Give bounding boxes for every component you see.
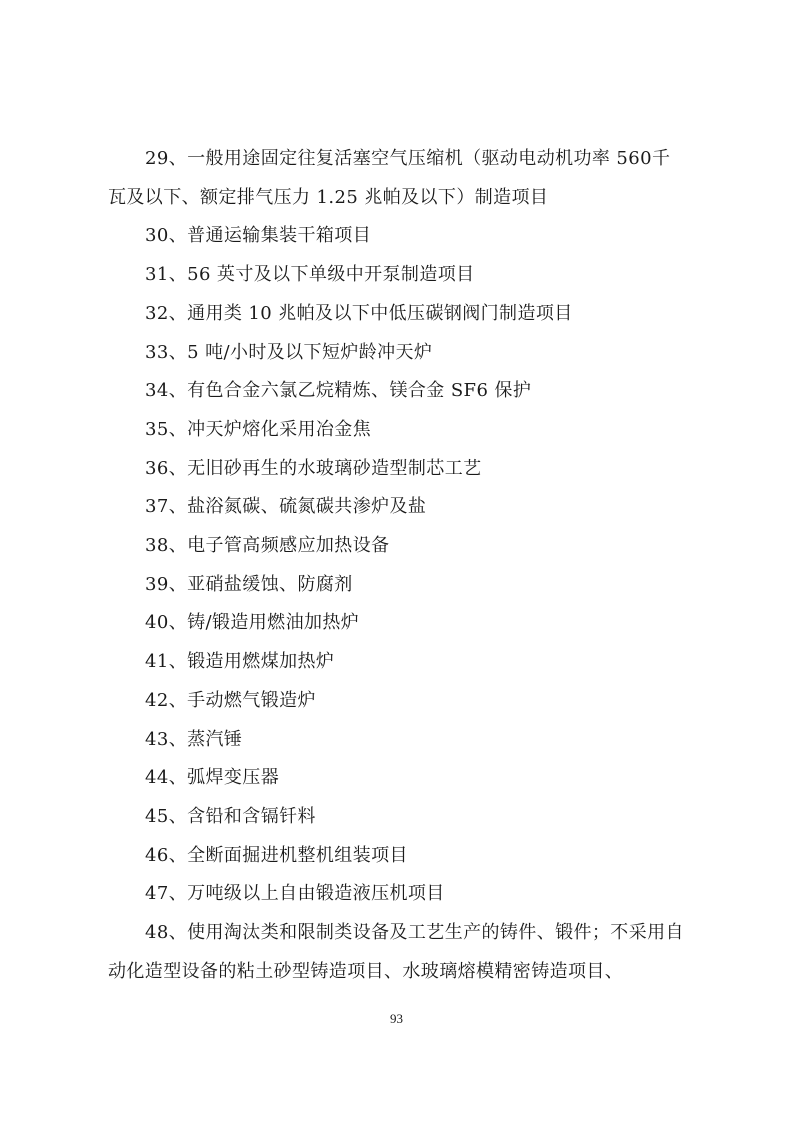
list-item: 38、电子管高频感应加热设备 [145,535,390,557]
list-item: 30、普通运输集装干箱项目 [145,225,372,247]
list-item: 36、无旧砂再生的水玻璃砂造型制芯工艺 [145,457,482,479]
document-body [108,140,688,991]
list-item: 46、全断面掘进机整机组装项目 [145,844,408,866]
list-item: 42、手动燃气锻造炉 [145,689,316,711]
list-item: 44、弧焊变压器 [145,767,280,789]
list-item: 41、锻造用燃煤加热炉 [145,651,335,673]
list-item: 33、5 吨/小时及以下短炉龄冲天炉 [145,341,433,363]
list-item: 35、冲天炉熔化采用冶金焦 [145,418,372,440]
list-item: 40、铸/锻造用燃油加热炉 [145,612,360,634]
list-item: 34、有色合金六氯乙烷精炼、镁合金 SF6 保护 [145,380,532,402]
list-item: 37、盐浴氮碳、硫氮碳共渗炉及盐 [145,496,427,518]
list-item: 48、使用淘汰类和限制类设备及工艺生产的铸件、锻件；不采用自动化造型设备的粘土砂型铸造项目、水玻璃熔模精密铸造项目、 [108,922,684,982]
page-number: 93 [390,1011,403,1026]
list-item: 43、蒸汽锤 [145,728,243,750]
list-item: 39、亚硝盐缓蚀、防腐剂 [145,573,353,595]
list-item: 32、通用类 10 兆帕及以下中低压碳钢阀门制造项目 [145,302,573,324]
list-item: 47、万吨级以上自由锻造液压机项目 [145,883,445,905]
list-item: 29、一般用途固定往复活塞空气压缩机（驱动电动机功率 560千瓦及以下、额定排气压力 1.25 兆帕及以下）制造项目 [108,148,671,208]
list-item: 45、含铅和含镉钎料 [145,805,316,827]
list-item: 31、56 英寸及以下单级中开泵制造项目 [145,264,475,286]
